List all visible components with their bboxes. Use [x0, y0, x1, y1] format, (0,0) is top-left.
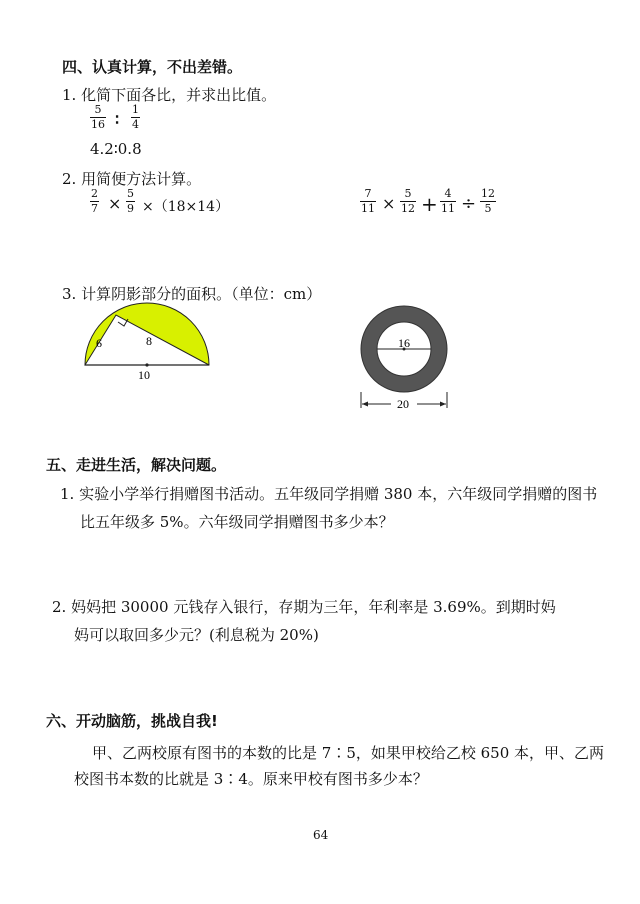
- denominator: 9: [127, 202, 134, 215]
- numerator: 7: [364, 187, 372, 200]
- s5-q1-line2: 比五年级多 5%。六年级同学捐赠图书多少本？: [80, 513, 394, 531]
- q1-label: 1. 化简下面各比，并求出比值。: [62, 86, 277, 104]
- numerator: 12: [481, 187, 495, 200]
- expr2-fraction-4: [480, 188, 496, 215]
- expr1-fraction-2: [126, 188, 135, 215]
- numerator: 2: [91, 187, 98, 200]
- denominator: 11: [441, 202, 455, 215]
- ratio1-fraction-b: [131, 104, 140, 131]
- s6-line1: 甲、乙两校原有图书的本数的比是 7∶5，如果甲校给乙校 650 本，甲、乙两: [92, 744, 605, 762]
- section5-title: 五、走进生活，解决问题。: [46, 456, 227, 474]
- expr2-fraction-1: [360, 188, 376, 215]
- s6-line2: 校图书本数的比就是 3∶4。原来甲校有图书多少本？: [74, 770, 428, 788]
- expr1-rest: ×（18×14）: [142, 199, 230, 215]
- numerator: 5: [404, 187, 412, 200]
- denominator: 11: [361, 202, 375, 215]
- expr2-fraction-3: [440, 188, 456, 215]
- section6-title: 六、开动脑筋，挑战自我!: [46, 712, 218, 730]
- section4-title: 四、认真计算，不出差错。: [62, 58, 243, 76]
- ratio1-fraction-a: [90, 104, 106, 131]
- ratio-colon: ∶: [115, 110, 120, 129]
- numerator: 1: [132, 103, 139, 116]
- ring-figure: [355, 300, 455, 415]
- q2-label: 2. 用简便方法计算。: [62, 170, 202, 188]
- side-label-6: 6: [96, 336, 102, 350]
- divide-sign: ÷: [461, 193, 477, 214]
- semicircle-triangle-figure: [78, 300, 218, 382]
- s5-q2-line2: 妈可以取回多少元？(利息税为 20%): [74, 626, 319, 644]
- side-label-8: 8: [146, 334, 152, 348]
- page-number: 64: [313, 828, 329, 842]
- numerator: 5: [94, 103, 102, 116]
- s5-q2-line1: 2. 妈妈把 30000 元钱存入银行，存期为三年，年利率是 3.69%。到期时妈: [52, 598, 556, 616]
- s5-q1-line1: 1. 实验小学举行捐赠图书活动。五年级同学捐赠 380 本，六年级同学捐赠的图书: [60, 485, 598, 503]
- denominator: 16: [91, 118, 105, 131]
- multiply-sign: ×: [108, 194, 122, 213]
- outer-diameter-label: 20: [397, 397, 409, 411]
- numerator: 4: [444, 187, 452, 200]
- denominator: 4: [132, 118, 139, 131]
- expr2-fraction-2: [400, 188, 416, 215]
- expr1-fraction-1: [90, 188, 99, 215]
- q3-label: 3. 计算阴影部分的面积。（单位：cm）: [62, 285, 322, 303]
- denominator: 5: [484, 202, 492, 215]
- denominator: 12: [401, 202, 415, 215]
- numerator: 5: [127, 187, 134, 200]
- plus-sign: +: [421, 192, 438, 216]
- multiply-sign: ×: [382, 194, 396, 213]
- inner-diameter-label: 16: [398, 336, 410, 350]
- denominator: 7: [91, 202, 98, 215]
- ratio2: 4.2∶0.8: [90, 140, 142, 158]
- diameter-label-10: 10: [138, 368, 150, 382]
